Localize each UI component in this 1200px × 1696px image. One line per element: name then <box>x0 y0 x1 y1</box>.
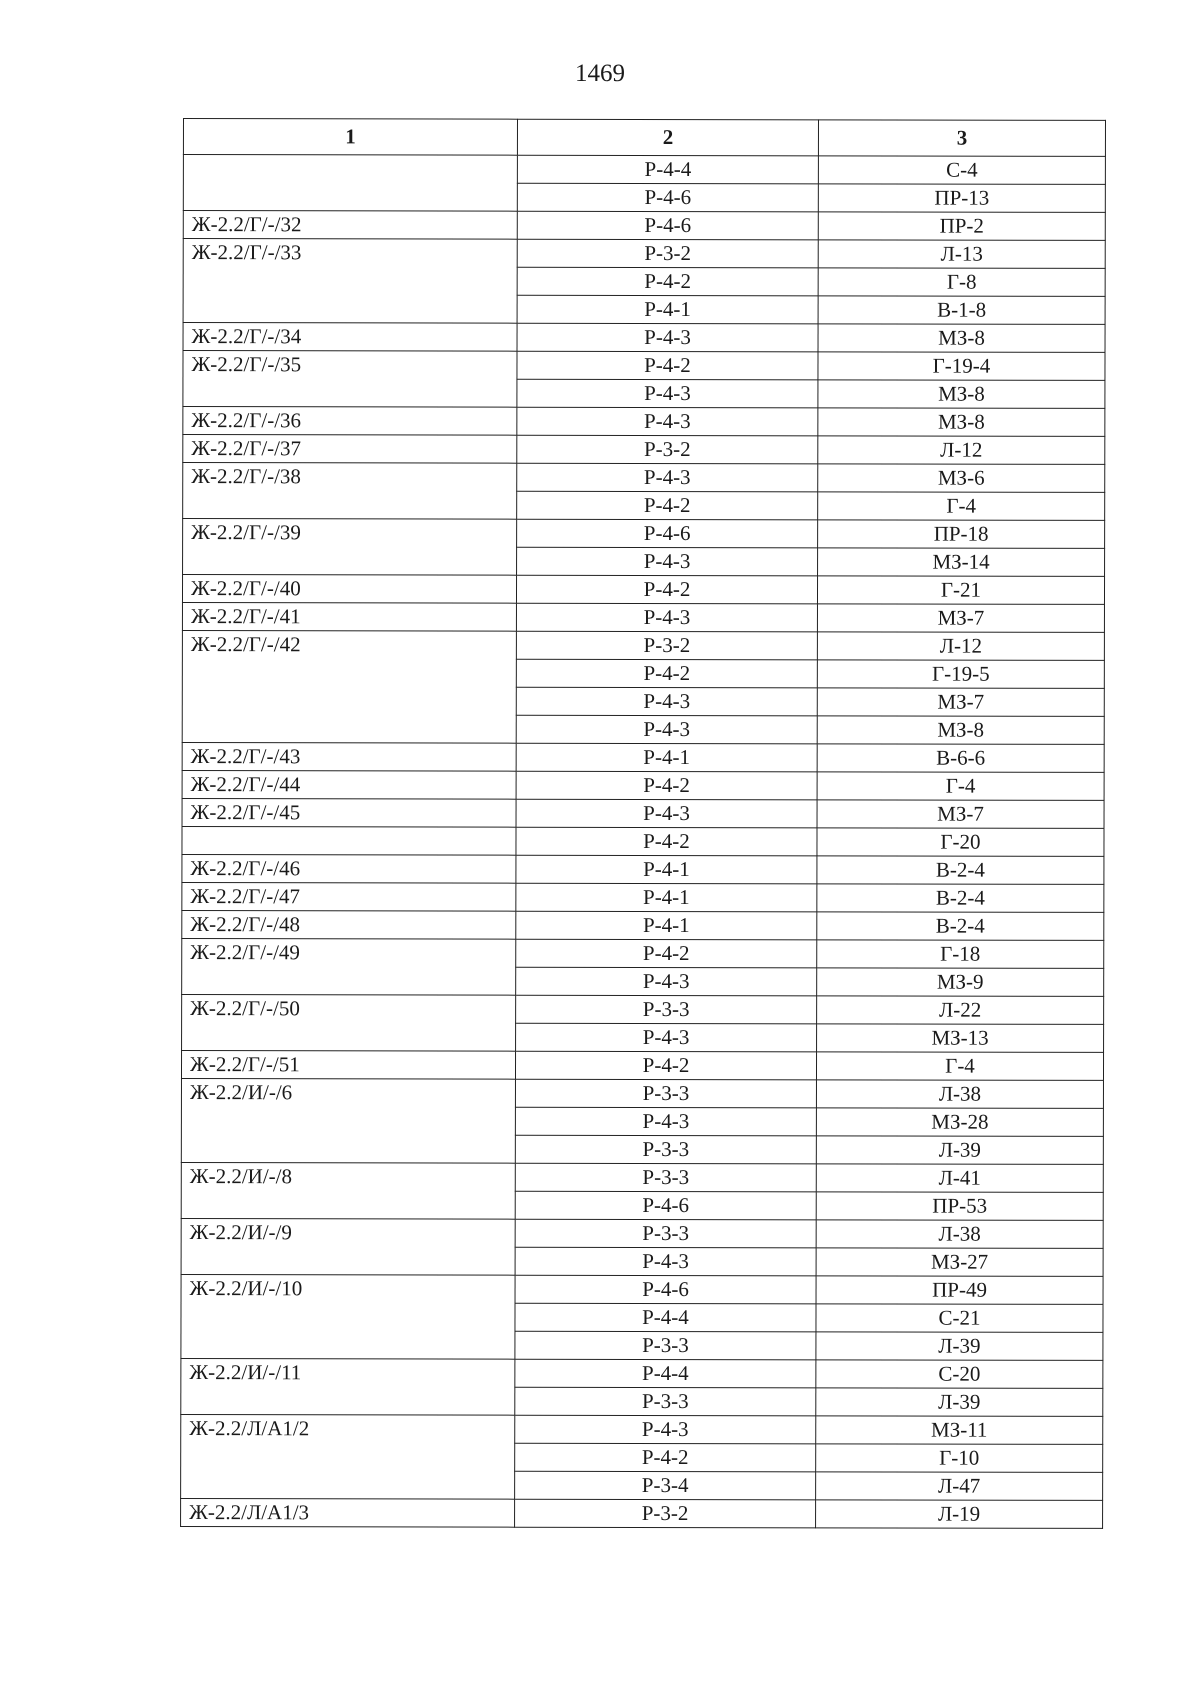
table-row <box>183 407 1105 437</box>
row-reference-cell: С-20 <box>816 1360 1103 1389</box>
row-code-cell: Ж-2.2/И/-/6 <box>181 1078 515 1163</box>
row-reference-cell: МЗ-6 <box>818 464 1105 493</box>
table-row <box>182 603 1104 633</box>
row-section-cell: Р-4-3 <box>515 1247 816 1276</box>
row-reference-cell: МЗ-8 <box>817 716 1104 745</box>
page-number: 1469 <box>575 60 625 87</box>
row-reference-cell: Л-41 <box>816 1164 1103 1193</box>
row-reference-cell: ПР-2 <box>818 212 1105 241</box>
row-code-cell: Ж-2.2/Г/-/45 <box>182 798 516 827</box>
row-code-cell: Ж-2.2/Г/-/43 <box>182 742 516 771</box>
row-reference-cell: Г-8 <box>818 268 1105 297</box>
row-section-cell: Р-4-4 <box>517 155 818 184</box>
table-row <box>181 1078 1103 1108</box>
table-row <box>182 770 1104 800</box>
row-section-cell: Р-4-2 <box>516 659 817 688</box>
row-section-cell: Р-3-3 <box>515 1387 816 1416</box>
header-col-2: 2 <box>517 119 818 156</box>
data-table <box>180 118 1106 1529</box>
table-row <box>182 798 1104 828</box>
row-code-cell: Ж-2.2/Г/-/46 <box>182 854 516 883</box>
row-section-cell: Р-3-3 <box>515 1219 816 1248</box>
row-code-cell: Ж-2.2/Л/А1/3 <box>181 1498 515 1527</box>
row-code-cell: Ж-2.2/Г/-/37 <box>183 435 517 464</box>
row-section-cell: Р-4-2 <box>516 939 817 968</box>
row-section-cell: Р-4-2 <box>515 1443 816 1472</box>
row-section-cell: Р-4-3 <box>516 967 817 996</box>
row-reference-cell: Г-10 <box>816 1444 1103 1473</box>
table-row <box>183 463 1105 493</box>
row-reference-cell: МЗ-7 <box>817 604 1104 633</box>
row-section-cell: Р-4-2 <box>517 351 818 380</box>
row-code-cell: Ж-2.2/Г/-/51 <box>181 1050 515 1079</box>
row-section-cell: Р-4-6 <box>517 211 818 240</box>
row-section-cell: Р-4-3 <box>517 407 818 436</box>
table-row <box>183 239 1105 269</box>
row-reference-cell: Г-19-5 <box>817 660 1104 689</box>
row-reference-cell: Л-38 <box>816 1080 1103 1109</box>
row-code-cell: Ж-2.2/Г/-/33 <box>183 239 517 324</box>
row-section-cell: Р-3-2 <box>517 239 818 268</box>
row-reference-cell: Г-4 <box>818 492 1105 521</box>
row-section-cell: Р-4-1 <box>516 855 817 884</box>
row-section-cell: Р-4-3 <box>515 1415 816 1444</box>
row-code-cell: Ж-2.2/Г/-/36 <box>183 407 517 436</box>
header-row <box>183 119 1105 157</box>
row-section-cell: Р-4-4 <box>515 1303 816 1332</box>
row-reference-cell: Л-39 <box>816 1388 1103 1417</box>
row-reference-cell: МЗ-11 <box>816 1416 1103 1445</box>
table-row <box>181 1050 1103 1080</box>
table-row <box>183 519 1105 549</box>
row-reference-cell: Л-19 <box>816 1500 1103 1529</box>
row-reference-cell: С-21 <box>816 1304 1103 1333</box>
row-reference-cell: МЗ-13 <box>817 1024 1104 1053</box>
table-body <box>181 155 1106 1529</box>
row-reference-cell: Л-22 <box>817 996 1104 1025</box>
table-row <box>182 994 1104 1024</box>
row-code-cell: Ж-2.2/Г/-/39 <box>183 519 517 576</box>
row-reference-cell: МЗ-7 <box>817 800 1104 829</box>
row-section-cell: Р-3-3 <box>515 1331 816 1360</box>
row-section-cell: Р-4-6 <box>515 1191 816 1220</box>
row-reference-cell: ПР-13 <box>818 184 1105 213</box>
table-row <box>181 1162 1103 1192</box>
table-header <box>183 119 1105 157</box>
table-row <box>181 1414 1103 1444</box>
row-reference-cell: С-4 <box>818 156 1105 185</box>
row-reference-cell: Л-47 <box>816 1472 1103 1501</box>
row-reference-cell: Л-13 <box>818 240 1105 269</box>
row-code-cell <box>183 155 517 212</box>
table-row <box>181 1274 1103 1304</box>
row-section-cell: Р-4-3 <box>516 715 817 744</box>
row-code-cell: Ж-2.2/Г/-/44 <box>182 770 516 799</box>
table-row <box>181 1498 1103 1528</box>
row-section-cell: Р-3-3 <box>515 1135 816 1164</box>
row-reference-cell: ПР-18 <box>818 520 1105 549</box>
row-reference-cell: Л-12 <box>818 436 1105 465</box>
table-row <box>182 854 1104 884</box>
row-section-cell: Р-4-6 <box>517 519 818 548</box>
table-row <box>183 351 1105 381</box>
row-reference-cell: Г-4 <box>816 1052 1103 1081</box>
header-col-1: 1 <box>183 119 517 156</box>
row-reference-cell: Г-20 <box>817 828 1104 857</box>
row-section-cell: Р-4-1 <box>516 743 817 772</box>
row-section-cell: Р-3-2 <box>517 435 818 464</box>
row-reference-cell: В-2-4 <box>817 884 1104 913</box>
row-code-cell: Ж-2.2/И/-/10 <box>181 1274 515 1359</box>
row-section-cell: Р-3-3 <box>515 1079 816 1108</box>
table-row <box>181 1358 1103 1388</box>
row-reference-cell: МЗ-9 <box>817 968 1104 997</box>
row-reference-cell: Г-4 <box>817 772 1104 801</box>
row-code-cell: Ж-2.2/Г/-/49 <box>182 938 516 995</box>
row-reference-cell: В-6-6 <box>817 744 1104 773</box>
row-reference-cell: ПР-53 <box>816 1192 1103 1221</box>
table-row <box>183 155 1105 185</box>
row-reference-cell: Г-19-4 <box>818 352 1105 381</box>
row-section-cell: Р-3-3 <box>515 1163 816 1192</box>
row-reference-cell: МЗ-8 <box>818 324 1105 353</box>
row-reference-cell: Л-38 <box>816 1220 1103 1249</box>
row-reference-cell: Л-39 <box>816 1332 1103 1361</box>
table-row <box>182 742 1104 772</box>
row-section-cell: Р-4-6 <box>517 183 818 212</box>
row-reference-cell: МЗ-8 <box>818 408 1105 437</box>
row-reference-cell: МЗ-7 <box>817 688 1104 717</box>
row-section-cell: Р-4-1 <box>516 911 817 940</box>
row-reference-cell: Г-21 <box>817 576 1104 605</box>
row-code-cell: Ж-2.2/Г/-/32 <box>183 211 517 240</box>
row-section-cell: Р-4-3 <box>517 323 818 352</box>
row-code-cell: Ж-2.2/И/-/8 <box>181 1162 515 1219</box>
row-code-cell: Ж-2.2/Г/-/50 <box>182 994 516 1051</box>
row-section-cell: Р-3-2 <box>515 1499 816 1528</box>
row-section-cell: Р-4-3 <box>517 547 818 576</box>
row-section-cell: Р-4-3 <box>517 463 818 492</box>
row-code-cell: Ж-2.2/Г/-/41 <box>182 603 516 632</box>
row-code-cell: Ж-2.2/Г/-/35 <box>183 351 517 408</box>
row-code-cell: Ж-2.2/Г/-/48 <box>182 910 516 939</box>
row-reference-cell: МЗ-28 <box>816 1108 1103 1137</box>
row-code-cell: Ж-2.2/И/-/11 <box>181 1358 515 1415</box>
row-reference-cell: В-2-4 <box>817 856 1104 885</box>
row-section-cell: Р-4-2 <box>515 1051 816 1080</box>
row-section-cell: Р-4-2 <box>516 771 817 800</box>
table-row <box>183 323 1105 353</box>
row-section-cell: Р-4-1 <box>516 883 817 912</box>
row-reference-cell: Л-12 <box>817 632 1104 661</box>
row-section-cell: Р-3-3 <box>516 995 817 1024</box>
row-code-cell: Ж-2.2/Л/А1/2 <box>181 1414 515 1499</box>
row-section-cell: Р-4-3 <box>516 799 817 828</box>
row-reference-cell: ПР-49 <box>816 1276 1103 1305</box>
table-row <box>182 910 1104 940</box>
row-reference-cell: МЗ-27 <box>816 1248 1103 1277</box>
table-row <box>181 1218 1103 1248</box>
row-section-cell: Р-4-2 <box>516 827 817 856</box>
row-code-cell: Ж-2.2/Г/-/38 <box>183 463 517 520</box>
row-reference-cell: В-1-8 <box>818 296 1105 325</box>
row-section-cell: Р-3-4 <box>515 1471 816 1500</box>
row-code-cell: Ж-2.2/Г/-/47 <box>182 882 516 911</box>
row-code-cell <box>182 826 516 855</box>
row-reference-cell: МЗ-14 <box>818 548 1105 577</box>
row-code-cell: Ж-2.2/Г/-/42 <box>182 630 516 743</box>
row-section-cell: Р-4-3 <box>517 379 818 408</box>
table-row <box>182 630 1104 660</box>
row-section-cell: Р-3-2 <box>516 631 817 660</box>
table-row <box>182 882 1104 912</box>
row-code-cell: Ж-2.2/Г/-/34 <box>183 323 517 352</box>
table-row <box>182 938 1104 968</box>
table-row <box>182 575 1104 605</box>
row-reference-cell: МЗ-8 <box>818 380 1105 409</box>
row-code-cell: Ж-2.2/И/-/9 <box>181 1218 515 1275</box>
table-row <box>182 826 1104 856</box>
row-reference-cell: Г-18 <box>817 940 1104 969</box>
row-section-cell: Р-4-2 <box>517 267 818 296</box>
row-code-cell: Ж-2.2/Г/-/40 <box>182 575 516 604</box>
row-reference-cell: Л-39 <box>816 1136 1103 1165</box>
row-section-cell: Р-4-3 <box>516 687 817 716</box>
row-section-cell: Р-4-2 <box>517 491 818 520</box>
row-section-cell: Р-4-1 <box>517 295 818 324</box>
row-section-cell: Р-4-6 <box>515 1275 816 1304</box>
row-section-cell: Р-4-2 <box>516 575 817 604</box>
row-section-cell: Р-4-3 <box>516 603 817 632</box>
table-row <box>183 211 1105 241</box>
table-row <box>183 435 1105 465</box>
row-section-cell: Р-4-3 <box>516 1023 817 1052</box>
row-section-cell: Р-4-3 <box>515 1107 816 1136</box>
header-col-3: 3 <box>818 120 1105 157</box>
row-reference-cell: В-2-4 <box>817 912 1104 941</box>
row-section-cell: Р-4-4 <box>515 1359 816 1388</box>
